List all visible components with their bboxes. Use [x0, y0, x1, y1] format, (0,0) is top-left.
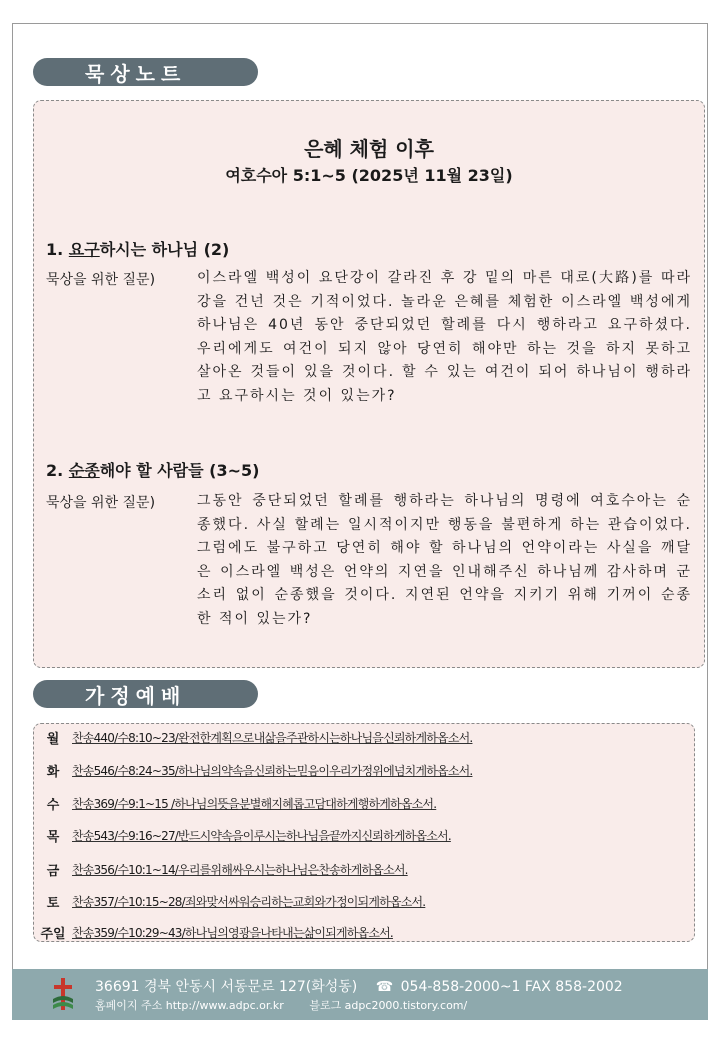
section-number: 1.: [46, 240, 64, 259]
question-text: 이스라엘 백성이 요단강이 갈라진 후 강 밑의 마른 대로(大路)를 따라 강을 건넌 것은 기적이었다. 놀라운 은혜를 체험한 이스라엘 백성에게 하나님은 40년 동안 중단되었던 할례를 다시 행하라고 요구하셨다. 우리에게도 여건이 되지 않아 당연히 해야만 하는 것을 하지 못하고 살아온 것들이 있을 것이다. 할 수 있는 여건이 되어 하나님이 행하라고 요구하시는 것이 있는가?: [197, 270, 692, 404]
day-label: 금: [46, 863, 60, 879]
day-label: 화: [46, 764, 60, 780]
section-number: 2.: [46, 461, 64, 480]
phone-number: 054-858-2000~1 FAX 858-2002: [400, 979, 623, 995]
scripture-reference: 여호수아 5:1~5 (2025년 11월 23일): [225, 166, 513, 185]
worship-row: [34, 791, 694, 815]
worship-text: 찬송543/수9:16~27/반드시약속을이루시는하나님을끝까지신뢰하게하옵소서.: [72, 828, 451, 843]
footer-web-line: [95, 997, 467, 1013]
section-heading-text: 해야 할 사람들 (3~5): [99, 461, 260, 480]
day-label: 월: [46, 731, 60, 747]
worship-text: 찬송357/수10:15~28/죄와맞서싸워승리하는교회와가정이되게하옵소서.: [72, 894, 426, 909]
worship-text: 찬송369/수9:1~15 /하나님의뜻을분별해지혜롭고담대하게행하게하옵소서.: [72, 796, 437, 811]
sermon-title: 은혜 체험 이후: [304, 137, 434, 161]
meditation-box: [33, 100, 705, 668]
worship-text: 찬송359/수10:29~43/하나님의영광을나타내는삶이되게하옵소서.: [72, 925, 393, 940]
worship-row: [34, 823, 694, 847]
day-label: 주일: [40, 926, 66, 942]
section-heading-1: [46, 237, 229, 260]
day-label: 수: [46, 797, 60, 813]
worship-row: [34, 758, 694, 782]
section-keyword: 요구: [68, 240, 100, 259]
worship-box: [33, 723, 695, 942]
question-label: 묵상을 위한 질문): [46, 495, 156, 511]
meditation-section-label: 묵상노트: [33, 58, 258, 86]
section-keyword: 순종: [68, 461, 100, 480]
question-label: 묵상을 위한 질문): [46, 272, 156, 288]
homepage-link[interactable]: 홈페이지 주소 http://www.adpc.or.kr: [95, 999, 284, 1012]
church-address: 36691 경북 안동시 서동문로 127(화성동): [95, 979, 358, 995]
phone-icon: ☎: [375, 979, 394, 995]
worship-text: 찬송440/수8:10~23/완전한계획으로내삶을주관하시는하나님을신뢰하게하옵소서.: [72, 730, 473, 745]
day-label: 목: [46, 829, 60, 845]
blog-link[interactable]: 블로그 adpc2000.tistory.com/: [309, 999, 468, 1012]
church-cross-logo-icon: [50, 977, 76, 1013]
worship-row: [34, 920, 694, 944]
worship-text: 찬송356/수10:1~14/우리를위해싸우시는하나님은찬송하게하옵소서.: [72, 862, 408, 877]
question-text: 그동안 중단되었던 할례를 행하라는 하나님의 명령에 여호수아는 순종했다. 사실 할례는 일시적이지만 행동을 불편하게 하는 관습이었다. 그럼에도 불구하고 당연히 해야 할 하나님의 언약이라는 사실을 깨달은 이스라엘 백성은 언약의 지연을 인내해주신 하나님께 감사하며 군소리 없이 순종했을 것이다. 지연된 언약을 지키기 위해 기꺼이 순종한 적이 있는가?: [197, 493, 692, 627]
worship-row: [34, 725, 694, 749]
worship-row: [34, 857, 694, 881]
worship-section-label: 가정예배: [33, 680, 258, 708]
footer-contact-line: [95, 976, 623, 996]
worship-row: [34, 889, 694, 913]
day-label: 토: [46, 895, 60, 911]
worship-text: 찬송546/수8:24~35/하나님의약속을신뢰하는믿음이우리가정위에넘치게하옵소서.: [72, 763, 473, 778]
footer: [12, 969, 708, 1020]
section-heading-text: 하시는 하나님 (2): [99, 240, 230, 259]
section-heading-2: [46, 458, 259, 481]
